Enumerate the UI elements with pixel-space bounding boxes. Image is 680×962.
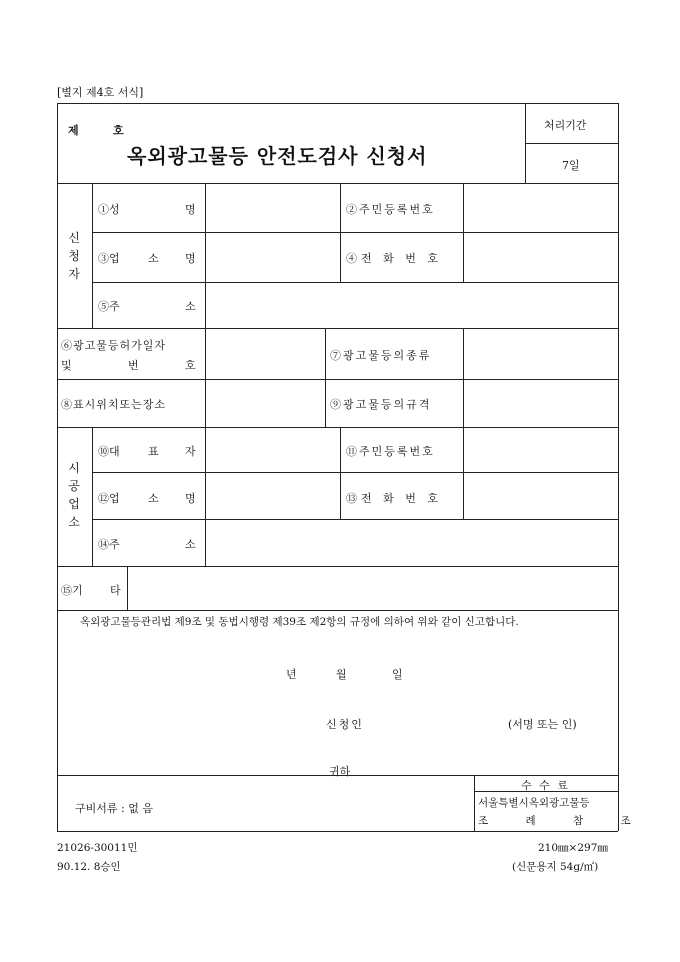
documents-label: 구비서류 : 없 음 <box>75 802 153 815</box>
ad-type-field[interactable] <box>464 329 617 378</box>
date-year-label: 년 <box>286 668 297 681</box>
contractor-business-field[interactable] <box>206 473 339 518</box>
fee-reference-line2: 조 례 참 조 <box>478 815 648 827</box>
applicant-signature-label: 신청인 <box>326 718 364 731</box>
paper-size: 210㎜×297㎜ <box>538 842 608 854</box>
fee-label: 수 수 료 <box>521 779 570 792</box>
processing-value: 7일 <box>562 159 580 172</box>
declaration-statement: 옥외광고물등관리법 제9조 및 동법시행령 제39조 제2항의 규정에 의하여 위와 같이 신고합니다. <box>80 616 519 628</box>
ad-size-label: ⑨광고물등의규격 <box>330 398 432 411</box>
permit-field[interactable] <box>206 329 324 378</box>
applicant-section-label: 신 청 자 <box>68 231 80 281</box>
location-field[interactable] <box>206 380 324 426</box>
fee-reference-line1: 서울특별시옥외광고물등 <box>478 797 590 809</box>
addressee-label: 귀하 <box>329 765 351 778</box>
contractor-phone-label: ⑬전 화 번 호 <box>346 492 442 505</box>
contractor-resident-label: ⑪주민등록번호 <box>346 445 435 458</box>
form-title: 옥외광고물등 안전도검사 신청서 <box>127 144 428 168</box>
ad-type-label: ⑦광고물등의종류 <box>330 349 432 362</box>
ad-size-field[interactable] <box>464 380 617 426</box>
contractor-phone-field[interactable] <box>464 473 617 518</box>
applicant-phone-label: ④전 화 번 호 <box>346 252 442 265</box>
date-day-label: 일 <box>392 668 403 681</box>
processing-label: 처리기간 <box>544 119 587 132</box>
location-label: ⑧표시위치또는장소 <box>61 398 167 411</box>
contractor-resident-field[interactable] <box>464 428 617 471</box>
form-tag: [별지 제4호 서식] <box>57 86 144 99</box>
contractor-rep-field[interactable] <box>206 428 339 471</box>
applicant-business-field[interactable] <box>206 233 339 281</box>
form-number-suffix: 호 <box>113 124 124 137</box>
paper-type: (신문용지 54g/㎡) <box>512 861 599 873</box>
contractor-address-field[interactable] <box>206 520 617 565</box>
applicant-resident-field[interactable] <box>464 184 617 231</box>
approval-date: 90.12. 8승인 <box>57 861 121 873</box>
contractor-section-label: 시 공 업 소 <box>68 461 80 529</box>
applicant-resident-label: ②주민등록번호 <box>346 203 435 216</box>
form-code: 21026-30011민 <box>57 842 138 854</box>
other-field[interactable] <box>128 567 617 609</box>
applicant-phone-field[interactable] <box>464 233 617 281</box>
form-number-label: 제 <box>68 124 79 137</box>
applicant-name-field[interactable] <box>206 184 339 231</box>
applicant-address-field[interactable] <box>206 283 617 327</box>
date-month-label: 월 <box>336 668 347 681</box>
signature-note: (서명 또는 인) <box>508 718 577 731</box>
